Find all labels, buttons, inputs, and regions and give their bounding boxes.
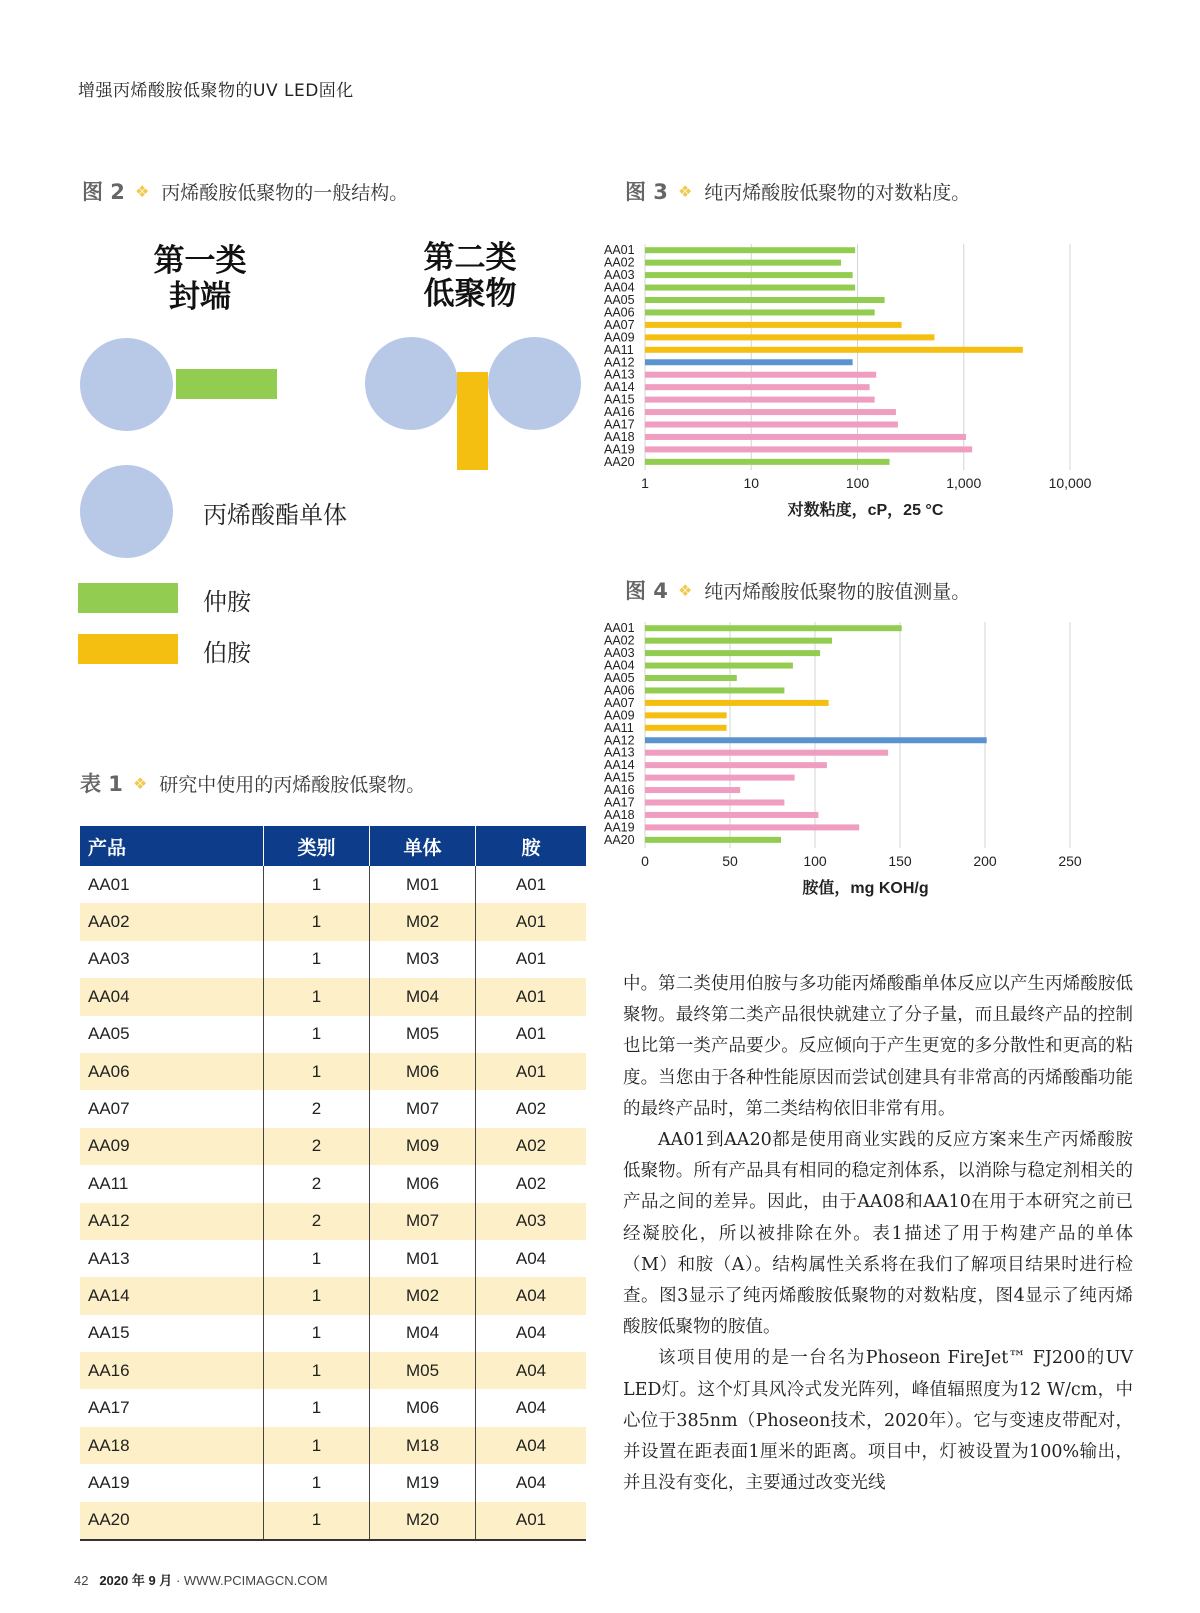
cell-class: 1 bbox=[264, 978, 370, 1015]
cell-product: AA09 bbox=[80, 1128, 264, 1165]
oligomer-table bbox=[80, 826, 586, 1541]
class-1-title-line1: 第一类 bbox=[153, 243, 247, 279]
table-row bbox=[80, 1315, 586, 1352]
table-row bbox=[80, 903, 586, 940]
data-bar bbox=[645, 372, 876, 378]
cell-monomer: M03 bbox=[370, 941, 476, 978]
x-axis-title: 对数粘度，cP，25 °C bbox=[787, 502, 944, 520]
category-label: AA15 bbox=[604, 770, 635, 785]
cell-amine: A04 bbox=[476, 1277, 587, 1314]
cell-product: AA07 bbox=[80, 1090, 264, 1127]
cell-monomer: M01 bbox=[370, 866, 476, 903]
category-label: AA01 bbox=[604, 243, 635, 258]
category-label: AA07 bbox=[604, 695, 635, 710]
data-bar bbox=[645, 247, 855, 253]
legend-monomer-swatch bbox=[80, 465, 173, 558]
legend-primary-amine-label: 伯胺 bbox=[203, 639, 251, 667]
caption-text: 纯丙烯酸胺低聚物的胺值测量。 bbox=[704, 580, 971, 603]
cell-monomer: M07 bbox=[370, 1203, 476, 1240]
category-label: AA01 bbox=[604, 621, 635, 636]
paragraph: 该项目使用的是一台名为Phoseon FireJet™ FJ200的UV LED灯。这个灯具风冷式发光阵列，峰值辐照度为12 W/cm，中心位于385nm（Phoseon技术，2020年）。它与变速皮带配对，并设置在距表面1厘米的距离。项目中，灯被设置为100%输出，并且没有变化，主要通过改变光线 bbox=[623, 1348, 1133, 1494]
data-bar bbox=[645, 422, 898, 428]
category-label: AA11 bbox=[604, 720, 634, 735]
cell-amine: A01 bbox=[476, 1502, 587, 1540]
cell-monomer: M06 bbox=[370, 1165, 476, 1202]
cell-product: AA01 bbox=[80, 866, 264, 903]
data-bar bbox=[645, 347, 1023, 353]
cell-monomer: M07 bbox=[370, 1090, 476, 1127]
category-label: AA20 bbox=[604, 454, 635, 469]
cell-product: AA20 bbox=[80, 1502, 264, 1540]
body-text bbox=[623, 969, 1133, 1499]
cell-product: AA04 bbox=[80, 978, 264, 1015]
cell-monomer: M01 bbox=[370, 1240, 476, 1277]
table-1-caption bbox=[80, 768, 425, 798]
x-tick-label: 100 bbox=[845, 475, 870, 492]
cell-class: 1 bbox=[264, 866, 370, 903]
x-tick-label: 10 bbox=[743, 475, 760, 492]
class-2-title bbox=[400, 240, 540, 312]
cell-amine: A01 bbox=[515, 949, 547, 969]
x-tick-label: 50 bbox=[722, 853, 738, 870]
caption-text: 纯丙烯酸胺低聚物的对数粘度。 bbox=[704, 181, 971, 204]
table-row bbox=[80, 1502, 586, 1540]
cell-product: AA13 bbox=[80, 1240, 264, 1277]
cell-monomer: M20 bbox=[370, 1502, 476, 1540]
category-label: AA17 bbox=[604, 795, 635, 810]
data-bar bbox=[645, 775, 795, 781]
data-bar bbox=[645, 762, 827, 768]
table-row bbox=[80, 1203, 586, 1240]
category-label: AA07 bbox=[604, 317, 635, 332]
legend-monomer-label: 丙烯酸酯单体 bbox=[203, 501, 347, 529]
diamond-icon: ❖ bbox=[677, 580, 693, 600]
cell-class: 1 bbox=[264, 1053, 370, 1090]
category-label: AA06 bbox=[604, 305, 635, 320]
x-tick-label: 250 bbox=[1058, 853, 1082, 870]
cell-amine: A02 bbox=[515, 1173, 547, 1193]
cell-product: AA16 bbox=[80, 1352, 264, 1389]
category-label: AA05 bbox=[604, 293, 635, 308]
category-label: AA12 bbox=[604, 355, 635, 370]
header-class: 类别 bbox=[264, 826, 370, 866]
cell-amine: A01 bbox=[515, 874, 547, 894]
category-label: AA09 bbox=[604, 708, 635, 723]
cell-amine: A01 bbox=[476, 903, 587, 940]
separator: · bbox=[175, 1573, 181, 1588]
cell-class: 1 bbox=[264, 1502, 370, 1540]
category-label: AA03 bbox=[604, 646, 635, 661]
data-bar bbox=[645, 687, 784, 693]
category-label: AA04 bbox=[604, 658, 635, 673]
data-bar bbox=[645, 434, 966, 440]
category-label: AA03 bbox=[604, 268, 635, 283]
figure-label: 图 3 bbox=[625, 180, 668, 204]
cell-class: 2 bbox=[264, 1128, 370, 1165]
paragraph: 中。第二类使用伯胺与多功能丙烯酸酯单体反应以产生丙烯酸胺低聚物。最终第二类产品很快就建立了分子量，而且最终产品的控制也比第一类产品要少。反应倾向于产生更宽的多分散性和更高的粘度。当您由于各种性能原因而尝试创建具有非常高的丙烯酸酯功能的最终产品时，第二类结构依旧非常有用。 bbox=[623, 974, 1133, 1119]
category-label: AA16 bbox=[604, 783, 635, 798]
category-label: AA14 bbox=[604, 758, 635, 773]
x-tick-label: 10,000 bbox=[1048, 475, 1092, 492]
cell-product: AA11 bbox=[80, 1165, 264, 1202]
table-row bbox=[80, 1053, 586, 1090]
cell-product: AA03 bbox=[80, 941, 264, 978]
cell-product: AA05 bbox=[80, 1016, 264, 1053]
cell-product: AA06 bbox=[80, 1053, 264, 1090]
data-bar bbox=[645, 663, 793, 669]
x-tick-label: 100 bbox=[803, 853, 827, 870]
viscosity-chart bbox=[600, 240, 1140, 540]
cell-monomer: M04 bbox=[370, 1315, 476, 1352]
data-bar bbox=[645, 409, 896, 415]
secondary-amine-bar bbox=[176, 369, 277, 399]
data-bar bbox=[645, 459, 889, 465]
cell-amine: A04 bbox=[515, 1323, 547, 1343]
data-bar bbox=[645, 800, 784, 806]
cell-amine: A04 bbox=[476, 1427, 587, 1464]
data-bar bbox=[645, 359, 853, 365]
data-bar bbox=[645, 712, 727, 718]
cell-monomer: M19 bbox=[370, 1464, 476, 1501]
table-header-row bbox=[80, 826, 586, 866]
cell-product: AA19 bbox=[80, 1464, 264, 1501]
diamond-icon: ❖ bbox=[134, 181, 150, 201]
cell-monomer: M05 bbox=[370, 1016, 476, 1053]
header-monomer: 单体 bbox=[370, 826, 476, 866]
cell-class: 2 bbox=[264, 1090, 370, 1127]
table-row bbox=[80, 1240, 586, 1277]
data-bar bbox=[645, 260, 841, 266]
table-row bbox=[80, 1464, 586, 1501]
table-row bbox=[80, 1016, 586, 1053]
cell-class: 1 bbox=[264, 941, 370, 978]
cell-amine: A01 bbox=[515, 1024, 547, 1044]
header-product: 产品 bbox=[80, 826, 264, 866]
page-footer bbox=[74, 1570, 328, 1589]
cell-class: 2 bbox=[264, 1165, 370, 1202]
class-2-title-line2: 低聚物 bbox=[423, 276, 517, 312]
category-label: AA19 bbox=[604, 820, 635, 835]
legend-primary-amine-swatch bbox=[78, 634, 178, 664]
cell-amine: A04 bbox=[515, 1398, 547, 1418]
table-label: 表 1 bbox=[80, 772, 123, 796]
table-row bbox=[80, 1090, 586, 1127]
cell-product: AA15 bbox=[80, 1315, 264, 1352]
figure-2-caption bbox=[82, 176, 408, 206]
table-row bbox=[80, 1427, 586, 1464]
acrylate-monomer-circle-right bbox=[488, 337, 581, 430]
category-label: AA09 bbox=[604, 330, 635, 345]
diamond-icon: ❖ bbox=[677, 181, 693, 201]
category-label: AA18 bbox=[604, 429, 635, 444]
class-1-title-line2: 封端 bbox=[169, 279, 231, 315]
cell-monomer: M05 bbox=[370, 1352, 476, 1389]
category-label: AA06 bbox=[604, 683, 635, 698]
category-label: AA18 bbox=[604, 807, 635, 822]
cell-amine: A04 bbox=[476, 1352, 587, 1389]
data-bar bbox=[645, 285, 855, 291]
category-label: AA17 bbox=[604, 417, 635, 432]
cell-class: 1 bbox=[264, 1389, 370, 1426]
cell-amine: A03 bbox=[476, 1203, 587, 1240]
data-bar bbox=[645, 397, 875, 403]
acrylate-monomer-circle bbox=[80, 338, 173, 431]
category-label: AA11 bbox=[604, 342, 634, 357]
data-bar bbox=[645, 297, 885, 303]
category-label: AA02 bbox=[604, 255, 635, 270]
cell-product: AA12 bbox=[80, 1203, 264, 1240]
data-bar bbox=[645, 625, 902, 631]
legend-secondary-amine-label: 仲胺 bbox=[203, 588, 251, 616]
data-bar bbox=[645, 650, 820, 656]
x-tick-label: 1 bbox=[641, 475, 649, 492]
cell-monomer: M18 bbox=[370, 1427, 476, 1464]
cell-amine: A02 bbox=[515, 1099, 547, 1119]
table-row bbox=[80, 978, 586, 1015]
table-row bbox=[80, 1165, 586, 1202]
x-tick-label: 0 bbox=[641, 853, 649, 870]
table-row bbox=[80, 1389, 586, 1426]
category-label: AA02 bbox=[604, 633, 635, 648]
cell-amine: A02 bbox=[476, 1128, 587, 1165]
data-bar bbox=[645, 309, 875, 315]
cell-product: AA14 bbox=[80, 1277, 264, 1314]
cell-class: 1 bbox=[264, 1464, 370, 1501]
cell-class: 1 bbox=[264, 1352, 370, 1389]
caption-text: 研究中使用的丙烯酸胺低聚物。 bbox=[159, 773, 426, 796]
cell-class: 2 bbox=[264, 1203, 370, 1240]
legend-secondary-amine-swatch bbox=[78, 583, 178, 613]
figure-4-caption bbox=[625, 575, 970, 605]
table-row bbox=[80, 866, 586, 903]
cell-amine: A01 bbox=[476, 1053, 587, 1090]
cell-amine: A04 bbox=[515, 1472, 547, 1492]
category-label: AA04 bbox=[604, 280, 635, 295]
x-tick-label: 150 bbox=[888, 853, 912, 870]
x-tick-label: 1,000 bbox=[946, 475, 982, 492]
category-label: AA20 bbox=[604, 832, 635, 847]
cell-class: 1 bbox=[264, 1277, 370, 1314]
data-bar bbox=[645, 787, 740, 793]
cell-amine: A01 bbox=[476, 978, 587, 1015]
acrylate-monomer-circle-left bbox=[365, 337, 458, 430]
data-bar bbox=[645, 750, 888, 756]
table-row bbox=[80, 1352, 586, 1389]
data-bar bbox=[645, 384, 870, 390]
data-bar bbox=[645, 272, 853, 278]
cell-product: AA02 bbox=[80, 903, 264, 940]
cell-monomer: M04 bbox=[370, 978, 476, 1015]
data-bar bbox=[645, 837, 781, 843]
cell-class: 1 bbox=[264, 1315, 370, 1352]
table-row bbox=[80, 1128, 586, 1165]
cell-product: AA17 bbox=[80, 1389, 264, 1426]
cell-amine: A04 bbox=[515, 1248, 547, 1268]
figure-3-caption bbox=[625, 176, 970, 206]
class-1-title bbox=[140, 243, 260, 315]
category-label: AA16 bbox=[604, 405, 635, 420]
data-bar bbox=[645, 675, 737, 681]
class-2-title-line1: 第二类 bbox=[423, 240, 517, 276]
x-axis-title: 胺值，mg KOH/g bbox=[802, 880, 929, 898]
cell-product: AA18 bbox=[80, 1427, 264, 1464]
cell-monomer: M06 bbox=[370, 1389, 476, 1426]
cell-class: 1 bbox=[264, 1427, 370, 1464]
category-label: AA05 bbox=[604, 671, 635, 686]
table-row bbox=[80, 1277, 586, 1314]
cell-class: 1 bbox=[264, 903, 370, 940]
category-label: AA14 bbox=[604, 380, 635, 395]
figure-label: 图 2 bbox=[82, 180, 125, 204]
data-bar bbox=[645, 725, 727, 731]
cell-monomer: M02 bbox=[370, 1277, 476, 1314]
header-amine: 胺 bbox=[476, 826, 587, 866]
x-tick-label: 200 bbox=[973, 853, 997, 870]
data-bar bbox=[645, 700, 829, 706]
website: WWW.PCIMAGCN.COM bbox=[183, 1573, 328, 1588]
cell-monomer: M02 bbox=[370, 903, 476, 940]
paragraph: AA01到AA20都是使用商业实践的反应方案来生产丙烯酸胺低聚物。所有产品具有相同的稳定剂体系，以消除与稳定剂相关的产品之间的差异。因此，由于AA08和AA10在用于本研究之前已经凝胶化，所以被排除在外。表1描述了用于构建产品的单体（M）和胺（A）。结构属性关系将在我们了解项目结果时进行检查。图3显示了纯丙烯酸胺低聚物的对数粘度，图4显示了纯丙烯酸胺低聚物的胺值。 bbox=[623, 1130, 1133, 1338]
data-bar bbox=[645, 638, 832, 644]
data-bar bbox=[645, 446, 972, 452]
page-number: 42 bbox=[74, 1573, 89, 1588]
data-bar bbox=[645, 737, 987, 743]
category-label: AA12 bbox=[604, 733, 635, 748]
table-row bbox=[80, 941, 586, 978]
data-bar bbox=[645, 824, 859, 830]
data-bar bbox=[645, 322, 902, 328]
category-label: AA15 bbox=[604, 392, 635, 407]
issue-date: 2020 年 9 月 bbox=[99, 1573, 173, 1588]
category-label: AA13 bbox=[604, 367, 635, 382]
data-bar bbox=[645, 334, 934, 340]
category-label: AA13 bbox=[604, 745, 635, 760]
primary-amine-bar bbox=[457, 372, 488, 470]
diamond-icon: ❖ bbox=[132, 773, 148, 793]
cell-class: 1 bbox=[264, 1016, 370, 1053]
running-header: 增强丙烯酸胺低聚物的UV LED固化 bbox=[78, 81, 354, 101]
cell-monomer: M09 bbox=[370, 1128, 476, 1165]
cell-monomer: M06 bbox=[370, 1053, 476, 1090]
amine-value-chart bbox=[600, 618, 1140, 918]
category-label: AA19 bbox=[604, 442, 635, 457]
caption-text: 丙烯酸胺低聚物的一般结构。 bbox=[161, 181, 409, 204]
data-bar bbox=[645, 812, 818, 818]
cell-class: 1 bbox=[264, 1240, 370, 1277]
figure-label: 图 4 bbox=[625, 579, 668, 603]
